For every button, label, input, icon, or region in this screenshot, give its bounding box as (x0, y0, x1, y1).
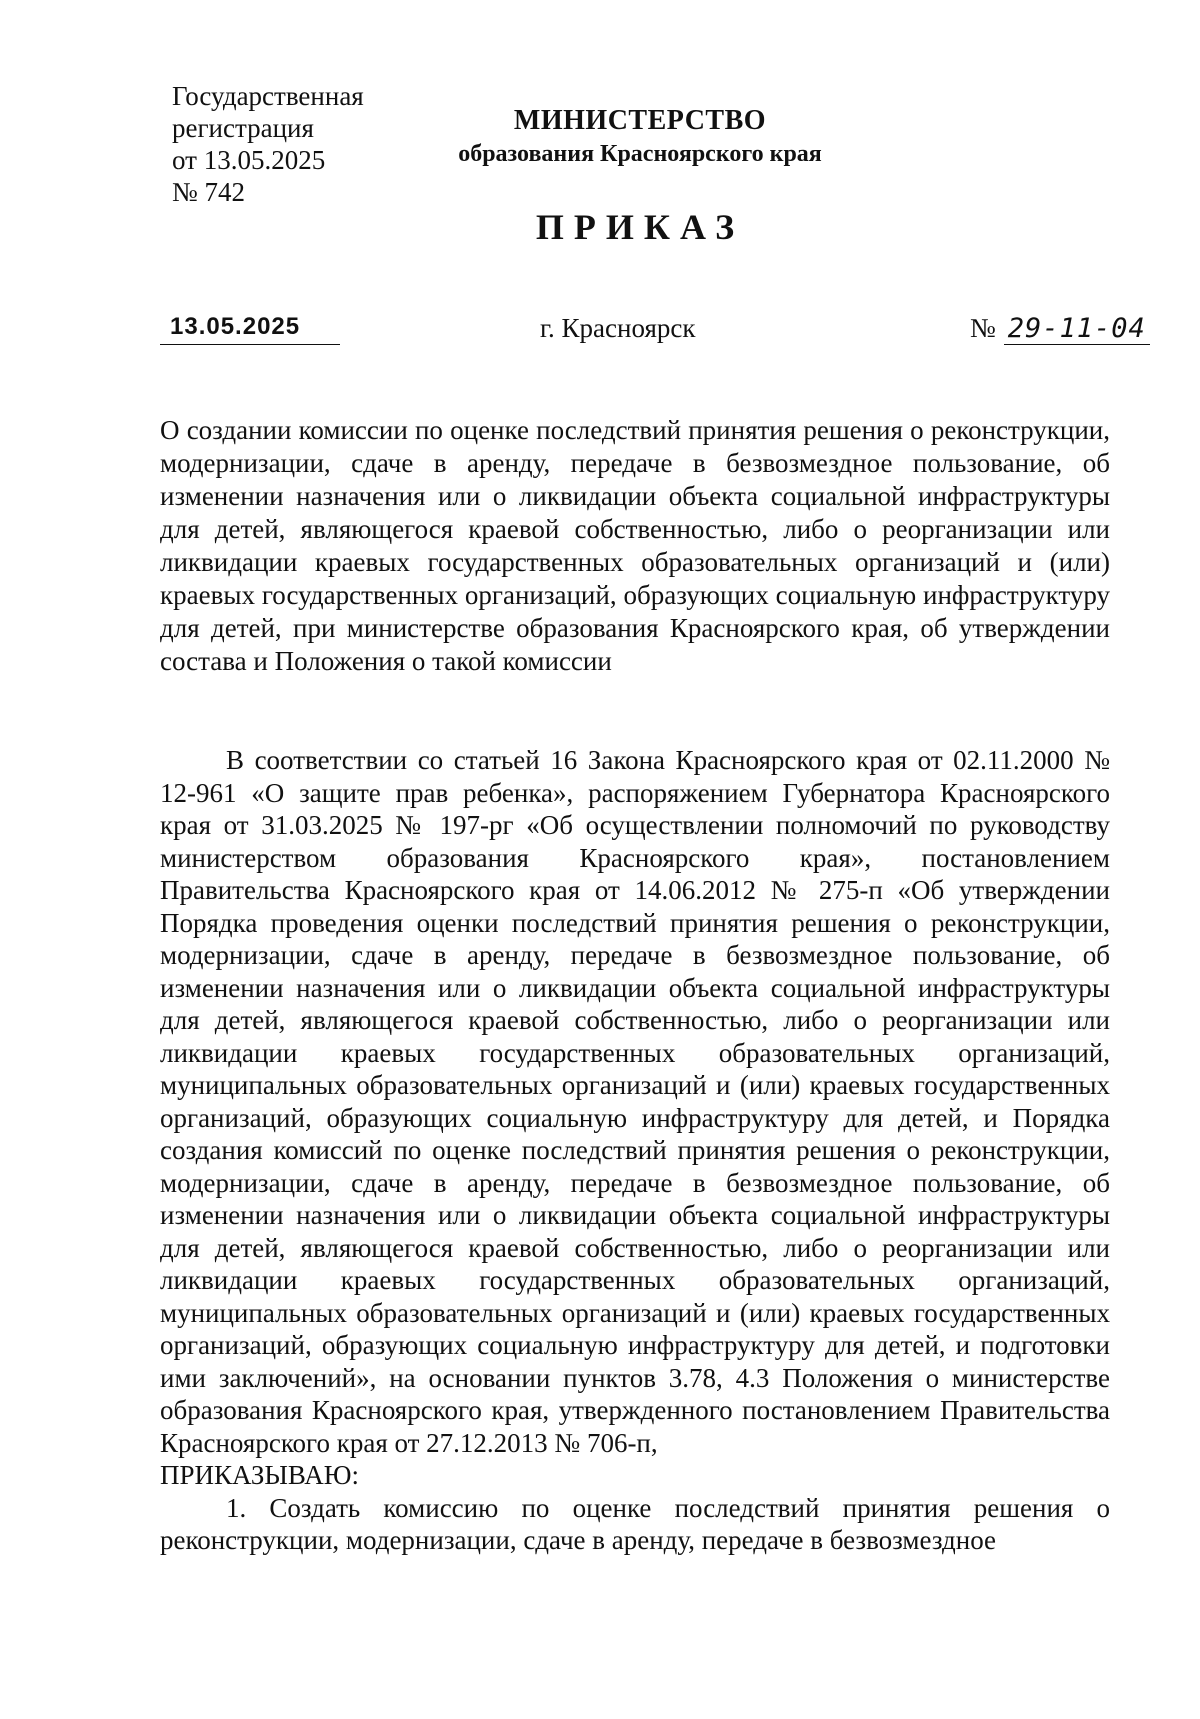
ministry-title: МИНИСТЕРСТВО (513, 105, 767, 136)
order-subject: О создании комиссии по оценке последствий принятия решения о реконструкции, модернизации, сдаче в аренду, передаче в безвозмездное пользование, об изменении назначения или о ликвидации объекта социальной инфраструктуры для детей, являющегося краевой собственностью, либо о реорганизации или ликвидации краевых государственных образовательных организаций и (или) краевых государственных организаций, образующих социальную инфраструктуру для детей, при министерстве образования Красноярского края, об утверждении состава и Положения о такой комиссии (160, 415, 1110, 676)
order-word: ПРИКАЗЫВАЮ: (160, 1460, 359, 1490)
order-city: г. Красноярск (540, 313, 696, 343)
order-number (970, 310, 1150, 347)
order-meta-row (160, 310, 1146, 354)
order-body (160, 744, 1110, 1557)
registration-stamp (172, 80, 364, 208)
registration-line-2: регистрация (172, 113, 314, 143)
order-date: 13.05.2025 (160, 310, 340, 345)
number-sign: № (970, 313, 996, 343)
ministry-header (395, 104, 885, 170)
order-number-value: 29-11-04 (1004, 313, 1150, 345)
registration-date: от 13.05.2025 (172, 145, 326, 175)
order-title: ПРИКАЗ (535, 207, 745, 247)
preamble-paragraph: В соответствии со статьей 16 Закона Красноярского края от 02.11.2000 № 12-961 «О защите прав ребенка», распоряжением Губернатора Красноярского края от 31.03.2025 № 197-рг «Об осуществлении полномочий по руководству министерством образования Красноярского края», постановлением Правительства Красноярского края от 14.06.2012 № 275-п «Об утверждении Порядка проведения оценки последствий принятия решения о реконструкции, модернизации, сдаче в аренду, передаче в безвозмездное пользование, об изменении назначения или о ликвидации объекта социальной инфраструктуры для детей, являющегося краевой собственностью, либо о реорганизации или ликвидации краевых государственных образовательных организаций, муниципальных образовательных организаций и (или) краевых государственных организаций, образующих социальную инфраструктуру для детей, и Порядка создания комиссий по оценке последствий принятия решения о реконструкции, модернизации, сдаче в аренду, передаче в безвозмездное пользование, об изменении назначения или о ликвидации объекта социальной инфраструктуры для детей, являющегося краевой собственностью, либо о реорганизации или ликвидации краевых государственных образовательных организаций, муниципальных образовательных организаций и (или) краевых государственных организаций, образующих социальную инфраструктуру для детей, и подготовки ими заключений», на основании пунктов 3.78, 4.3 Положения о министерстве образования Красноярского края, утвержденного постановлением Правительства Красноярского края от 27.12.2013 № 706-п, (160, 745, 1110, 1458)
order-item-1: 1. Создать комиссию по оценке последствий принятия решения о реконструкции, модернизации, сдаче в аренду, передаче в безвозмездное (160, 1492, 1110, 1555)
registration-number: № 742 (172, 177, 246, 207)
registration-line-1: Государственная (172, 81, 364, 111)
ministry-subtitle: образования Красноярского края (458, 141, 822, 167)
